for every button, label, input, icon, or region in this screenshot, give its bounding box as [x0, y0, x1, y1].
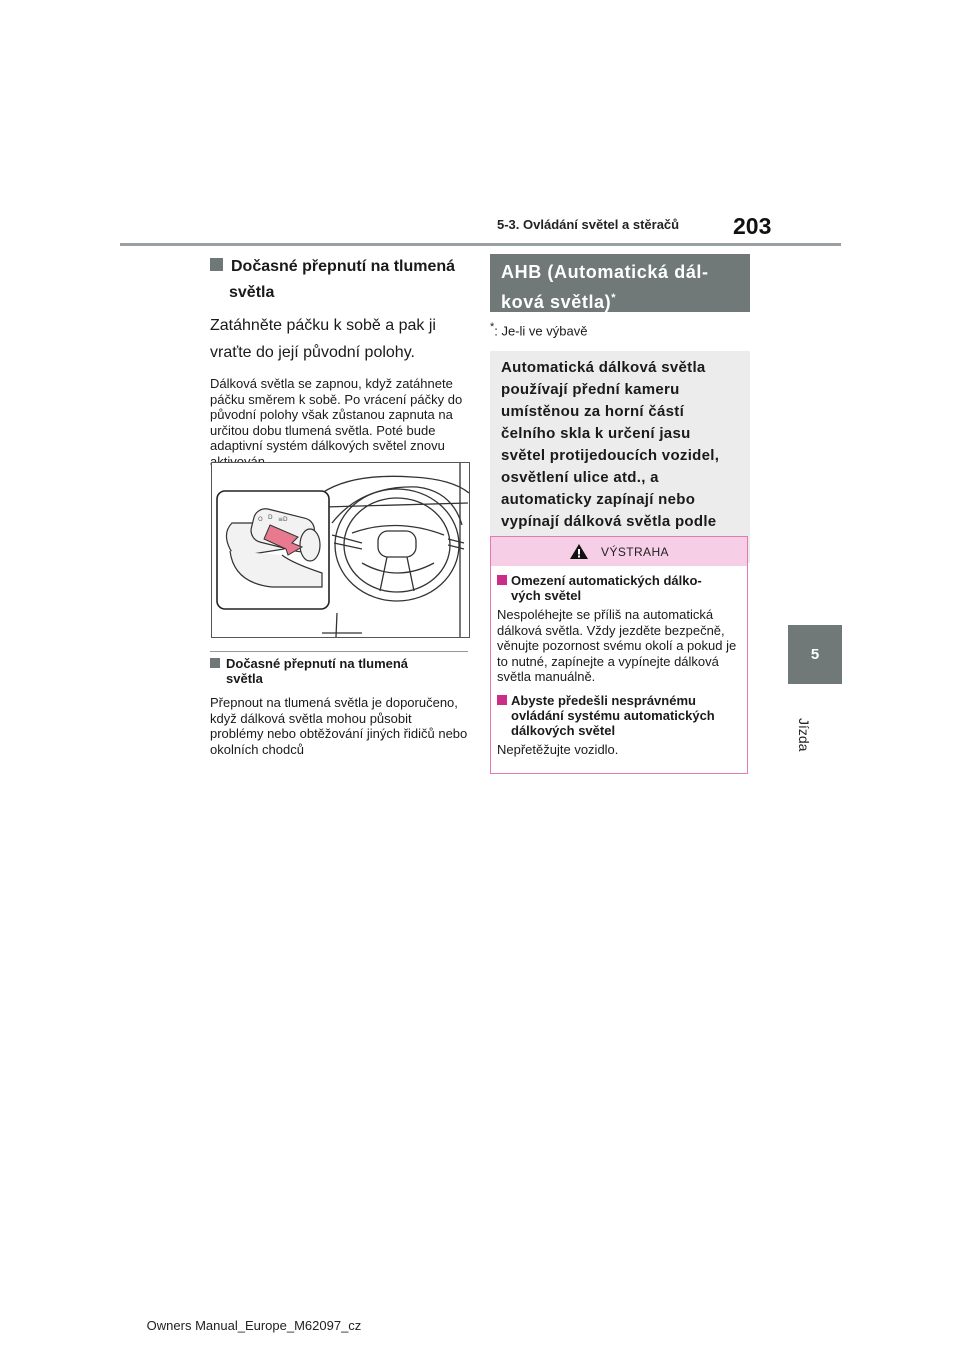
warning-header: [491, 537, 747, 566]
svg-text:D: D: [268, 514, 273, 521]
figure-divider: [210, 651, 468, 652]
warning-subheading-2: Abyste předešli nesprávnému ovládání systému automatických dálkových světel: [497, 693, 741, 738]
chapter-label: Jízda: [796, 718, 812, 752]
bullet-square-icon: [497, 575, 507, 585]
footnote: *: Je-li ve výbavě: [490, 321, 588, 339]
svg-text:≡D: ≡D: [278, 516, 288, 523]
note-text: Přepnout na tlumená světla je doporučeno, když dálková světla mohou působit problémy nebo obtěžování jiných řidičů nebo okolních chodců: [210, 695, 468, 757]
left-column: [210, 254, 468, 470]
description-text: Dálková světla se zapnou, když zatáhnete páčku směrem k sobě. Po vrácení páčky do původní polohy však zůstanou zapnuta na určitou dobu tlumená světla. Poté bude adaptivní systém dálkových světel znovu: [210, 376, 463, 454]
instruction-text: Zatáhněte páčku k sobě a pak ji vraťte do její původní polohy.: [210, 317, 436, 361]
chapter-tab: [788, 625, 842, 684]
ahb-section-title: AHB (Automatická dál- ková světla)*: [490, 254, 750, 312]
steering-lever-illustration: [212, 463, 469, 637]
warning-triangle-icon: [569, 543, 589, 560]
bullet-square-icon: [210, 258, 223, 271]
warning-box: [490, 536, 748, 774]
bullet-square-icon: [497, 695, 507, 705]
bullet-square-icon: [210, 658, 220, 668]
page-footer: Owners Manual_Europe_M62097_cz: [146, 1318, 362, 1333]
warning-text-2: Nepřetěžujte vozidlo.: [497, 741, 619, 757]
warning-text-1: Nespoléhejte se příliš na automatická dálková světla. Vždy jezděte bezpečně, věnujte pozornost svému okolí a pokud je to nutné, zapínejte a vypínejte dálková světla manuálně.: [497, 607, 737, 685]
warning-subheading-1: Omezení automatických dálko- vých světel: [497, 573, 741, 603]
left-heading: Dočasné přepnutí na tlumená světla: [210, 254, 468, 306]
lever-illustration: [211, 462, 470, 638]
chapter-number: 5: [810, 646, 820, 663]
page-number: 203: [733, 213, 772, 239]
ahb-summary: Automatická dálková světla používají přední kameru umístěnou za horní částí čelního skla k určení jasu světel protijedoucích vozidel, osvětlení ulice atd., a automaticky zapínají nebo vypínají dálková světla podle: [490, 351, 750, 563]
header-rule: [120, 243, 841, 246]
section-title: 5-3. Ovládání světel a stěračů: [497, 217, 680, 232]
right-column: [490, 254, 750, 563]
note-heading: Dočasné přepnutí na tlumená světla: [210, 656, 468, 686]
svg-text:O: O: [258, 516, 263, 523]
warning-label: VÝSTRAHA: [601, 544, 669, 559]
